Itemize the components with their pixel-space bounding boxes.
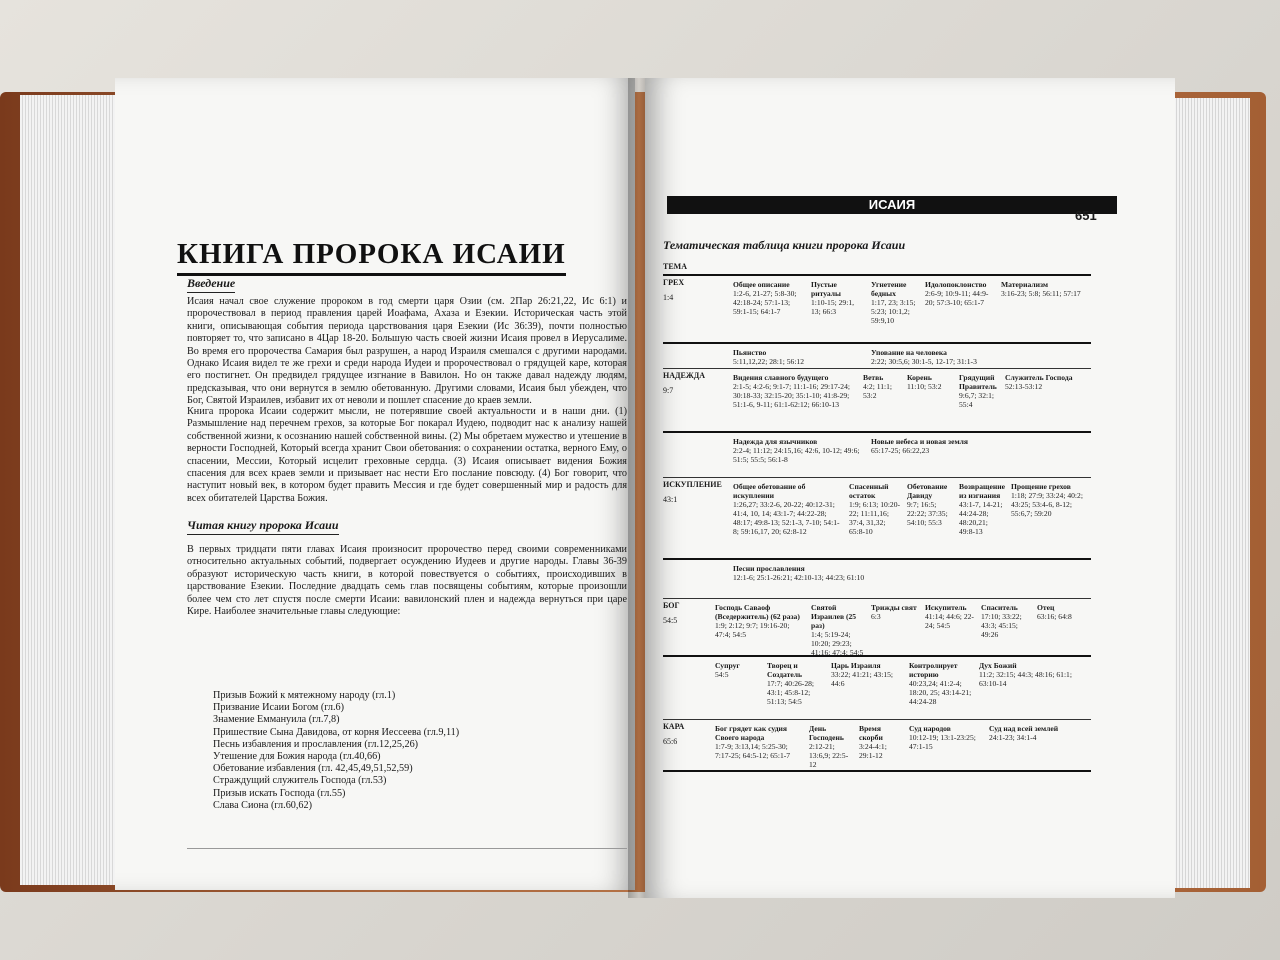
table-cell bbox=[981, 603, 1031, 639]
cell-refs: 24:1-23; 34:1-4 bbox=[989, 733, 1037, 742]
cell-refs: 1:7-9; 3:13,14; 5:25-30; 7:17-25; 64:5-12; 65:1-7 bbox=[715, 742, 791, 760]
list-item: Слава Сиона (гл.60,62) bbox=[213, 799, 313, 811]
table-cell bbox=[909, 661, 973, 706]
book-title: КНИГА ПРОРОКА ИСАИИ bbox=[177, 238, 566, 276]
cell-label: Контролирует историю bbox=[909, 661, 958, 679]
table-row bbox=[663, 369, 1091, 433]
theme-ref: 65:6 bbox=[663, 737, 678, 746]
theme-name: ГРЕХ bbox=[663, 278, 685, 287]
theme-name: ИСКУПЛЕНИЕ bbox=[663, 480, 722, 489]
table-row bbox=[663, 433, 1091, 478]
list-item: Призыв Божий к мятежному народу (гл.1) bbox=[213, 690, 396, 701]
table-cell bbox=[733, 348, 865, 366]
cell-label: Спасенный остаток bbox=[849, 482, 889, 500]
cell-refs: 65:17-25; 66:22,23 bbox=[871, 446, 930, 455]
list-item: Песнь избавления и прославления (гл.12,25,26) bbox=[213, 738, 419, 750]
cell-refs: 2:22; 30:5,6; 30:1-5, 12-17; 31:1-3 bbox=[871, 357, 977, 366]
table-cell bbox=[959, 482, 1005, 536]
table-cell bbox=[871, 280, 919, 325]
cell-label: Суд над всей землей bbox=[989, 724, 1059, 733]
cell-label: Прощение грехов bbox=[1011, 482, 1071, 491]
table-cell bbox=[733, 564, 1085, 582]
cell-refs: 40:23,24; 41:2-4; 18:20, 25; 43:14-21; 44:24-28 bbox=[909, 679, 972, 706]
cell-label: Пьянство bbox=[733, 348, 767, 357]
cell-refs: 11:10; 53:2 bbox=[907, 382, 942, 391]
reading-text: В первых тридцати пяти главах Исаия произносит пророчество перед своими современниками относительно актуальных событий, подвергает осуждению Иудеев и другие народы. Главы 36-39 образуют историческую часть книги, в которой повествуется о событиях, происходивших в царствование Езекии. Последние двадцать семь глав посвящены событиям, которые произошли более чем сто лет спустя после смерти Исаии: вавилонский плен и надежда вернуться при царе Кире. Наиболее значительные главы следующие: bbox=[187, 544, 627, 618]
page-number: 651 bbox=[1075, 208, 1097, 223]
table-cell bbox=[1005, 373, 1085, 391]
cell-refs: 41:14; 44:6; 22-24; 54:5 bbox=[925, 612, 974, 630]
table-row bbox=[663, 478, 1091, 560]
cell-label: Трижды свят bbox=[871, 603, 917, 612]
list-item: Страждущий служитель Господа (гл.53) bbox=[213, 775, 387, 787]
right-page bbox=[645, 78, 1175, 898]
theme-ref: 9:7 bbox=[663, 386, 674, 395]
intro-text: Исаия начал свое служение пророком в год смерти царя Озии (см. 2Пар 26:21,22, Ис 6:1) и пророчествовал в период правления царей Иоафама, Ахаза и Езекии. Историческая часть этой книги, описывающая события периода царствования царя Езекии (Ис 36:39), почти полностью повторяет то, что записано в 4Цар 18-20. Большую часть своей жизни Исаия провел в Иерусалиме. Во время его пророчества Самария был разрушен, а народ Израиля смешался с другими народами. Однако Исаия видел те же грехи и среди народа Иудеи и пророчествовал о грядущей каре, которая его постигнет. Он предвидел грядущее изгнание в Вавилон. Но он также давал надежду людям, предсказывая, что они вернутся в землю обетованную. Другими словами, Исаия был убежден, что Бог, Святой Израилев, избавит их от неволи и пошлет спасение до краев земли. bbox=[187, 296, 627, 407]
table-row bbox=[663, 560, 1091, 599]
cell-refs: 3:24-4:1; 29:1-12 bbox=[859, 742, 887, 760]
list-item: Пришествие Сына Давидова, от корня Иессеева (гл.9,11) bbox=[213, 726, 460, 738]
cell-label: Суд народов bbox=[909, 724, 951, 733]
table-cell bbox=[849, 482, 901, 536]
theme-ref: 1:4 bbox=[663, 293, 674, 302]
theme-ref: 54:5 bbox=[663, 616, 678, 625]
cell-refs: 4:2; 11:1; 53:2 bbox=[863, 382, 893, 400]
table-cell bbox=[959, 373, 999, 409]
cell-label: Видения славного будущего bbox=[733, 373, 829, 382]
table-cell bbox=[733, 437, 865, 464]
cell-refs: 9:7; 16:5; 22:22; 37:35; 54:10; 55:3 bbox=[907, 500, 948, 527]
table-cell bbox=[1037, 603, 1085, 621]
cell-refs: 5:11,12,22; 28:1; 56:12 bbox=[733, 357, 805, 366]
table-cell bbox=[907, 373, 953, 391]
cell-label: Корень bbox=[907, 373, 932, 382]
table-cell bbox=[811, 280, 865, 316]
cell-refs: 1:17, 23; 3:15; 5:23; 10:1,2; 59:9,10 bbox=[871, 298, 916, 325]
list-item: Призыв искать Господа (гл.55) bbox=[213, 787, 346, 799]
table-cell bbox=[715, 661, 761, 679]
table-cell bbox=[733, 373, 857, 409]
list-item: Обетование избавления (гл. 42,45,49,51,52,59) bbox=[213, 763, 413, 775]
cell-label: Отец bbox=[1037, 603, 1055, 612]
table-cell bbox=[863, 373, 901, 400]
table-cell bbox=[767, 661, 825, 706]
cell-refs: 33:22; 41:21; 43:15; 44:6 bbox=[831, 670, 894, 688]
cell-label: Пустые ритуалы bbox=[811, 280, 841, 298]
cell-label: Новые небеса и новая земля bbox=[871, 437, 969, 446]
theme-name: БОГ bbox=[663, 601, 680, 610]
theme-label bbox=[663, 601, 680, 625]
theme-label bbox=[663, 722, 684, 746]
table-cell bbox=[811, 603, 865, 657]
cell-refs: 1:10-15; 29:1, 13; 66:3 bbox=[811, 298, 855, 316]
cell-refs: 1:4; 5:19-24; 10:20; 29:23; 41:16; 47:4; 54:5 bbox=[811, 630, 864, 657]
table-row bbox=[663, 720, 1091, 772]
cell-label: Творец и Создатель bbox=[767, 661, 803, 679]
theme-ref: 43:1 bbox=[663, 495, 678, 504]
cell-refs: 11:2; 32:15; 44:3; 48:16; 61:1; 63:10-14 bbox=[979, 670, 1072, 688]
cell-label: Грядущий Правитель bbox=[959, 373, 997, 391]
cell-refs: 1:9; 6:13; 10:20-22; 11:11,16; 37:4, 31,32; 65:8-10 bbox=[849, 500, 901, 536]
cell-label: Святой Израилев (25 раз) bbox=[811, 603, 857, 630]
cell-label: Искупитель bbox=[925, 603, 967, 612]
theme-name: КАРА bbox=[663, 722, 685, 731]
cell-label: Дух Божий bbox=[979, 661, 1017, 670]
table-cell bbox=[831, 661, 903, 688]
cell-refs: 2:6-9; 10:9-11; 44:9-20; 57:3-10; 65:1-7 bbox=[925, 289, 989, 307]
cell-refs: 1:2-6, 21-27; 5:8-30; 42:18-24; 57:1-13; 59:1-15; 64:1-7 bbox=[733, 289, 797, 316]
theme-table bbox=[663, 260, 1091, 772]
footnote-rule bbox=[187, 848, 627, 849]
cell-refs: 1:26,27; 33:2-6, 20-22; 40:12-31; 41:4, 10, 14; 43:1-7; 44:22-28; 48:17; 49:8-13; 52:1-3, 7-10; 54:1-8; 59:16,17, 20; 62:8-12 bbox=[733, 500, 840, 536]
table-cell bbox=[715, 724, 803, 760]
table-header: ТЕМА bbox=[663, 262, 687, 271]
table-cell bbox=[871, 603, 919, 621]
cell-refs: 9:6,7; 32:1; 55:4 bbox=[959, 391, 995, 409]
cell-refs: 2:12-21; 13:6,9; 22:5-12 bbox=[809, 742, 849, 769]
cell-label: Время скорби bbox=[859, 724, 883, 742]
list-item: Утешение для Божия народа (гл.40,66) bbox=[213, 751, 381, 763]
cell-label: Общее описание bbox=[733, 280, 790, 289]
table-title: Тематическая таблица книги пророка Исаии bbox=[663, 238, 906, 252]
cell-refs: 6:3 bbox=[871, 612, 881, 621]
cell-refs: 2:2-4; 11:12; 24:15,16; 42:6, 10-12; 49:6; 51:5; 55:5; 56:1-8 bbox=[733, 446, 860, 464]
cell-refs: 1:18; 27:9; 33:24; 40:2; 43:25; 53:4-6, 8-12; 55:6,7; 59:20 bbox=[1011, 491, 1083, 518]
cell-label: Общее обетование об искуплении bbox=[733, 482, 806, 500]
cell-label: Угнетение бедных bbox=[871, 280, 907, 298]
cell-refs: 17:7; 40:26-28; 43:1; 45:8-12; 51:13; 54:5 bbox=[767, 679, 815, 706]
reading-heading: Читая книгу пророка Исаии bbox=[187, 518, 339, 535]
cell-refs: 63:16; 64:8 bbox=[1037, 612, 1072, 621]
table-cell bbox=[871, 348, 1085, 366]
list-item: Призвание Исаии Богом (гл.6) bbox=[213, 702, 345, 714]
table-cell bbox=[715, 603, 805, 639]
table-cell bbox=[733, 482, 843, 536]
table-cell bbox=[907, 482, 953, 527]
table-cell bbox=[989, 724, 1085, 742]
table-cell bbox=[733, 280, 805, 316]
cell-refs: 52:13-53:12 bbox=[1005, 382, 1043, 391]
cell-refs: 12:1-6; 25:1-26:21; 42:10-13; 44:23; 61:10 bbox=[733, 573, 865, 582]
cell-label: Супруг bbox=[715, 661, 740, 670]
cell-refs: 1:9; 2:12; 9:7; 19:16-20; 47:4; 54:5 bbox=[715, 621, 790, 639]
left-page bbox=[115, 78, 635, 890]
table-cell bbox=[1001, 280, 1085, 298]
cell-label: Спаситель bbox=[981, 603, 1018, 612]
table-row bbox=[663, 344, 1091, 369]
table-cell bbox=[1011, 482, 1085, 518]
cell-label: Надежда для язычников bbox=[733, 437, 818, 446]
chapter-list bbox=[213, 690, 459, 812]
table-cell bbox=[859, 724, 903, 760]
cell-label: Господь Саваоф (Вседержитель) (62 раза) bbox=[715, 603, 800, 621]
cell-refs: 3:16-23; 5:8; 56:11; 57:17 bbox=[1001, 289, 1081, 298]
cell-label: Служитель Господа bbox=[1005, 373, 1073, 382]
table-row bbox=[663, 657, 1091, 720]
theme-label bbox=[663, 480, 722, 504]
cell-refs: 10:12-19; 13:1-23:25; 47:1-15 bbox=[909, 733, 976, 751]
table-header-row bbox=[663, 260, 1091, 276]
theme-label bbox=[663, 278, 684, 302]
table-row bbox=[663, 599, 1091, 657]
theme-label bbox=[663, 371, 705, 395]
cell-refs: 17:10; 33:22; 43:3; 45:15; 49:26 bbox=[981, 612, 1022, 639]
cell-label: Царь Израиля bbox=[831, 661, 881, 670]
cell-label: Идолопоклонство bbox=[925, 280, 987, 289]
cell-refs: 2:1-5; 4:2-6; 9:1-7; 11:1-16; 29:17-24; 30:18-33; 32:15-20; 35:1-10; 41:8-29; 51:1-6, 9-11; 61:1-62:12; 66:10-13 bbox=[733, 382, 850, 409]
page-edges-left bbox=[20, 95, 120, 885]
cell-label: Возвращение из изгнания bbox=[959, 482, 1005, 500]
page-edges-right bbox=[1168, 98, 1250, 888]
table-cell bbox=[925, 603, 975, 630]
table-cell bbox=[871, 437, 1085, 455]
cell-label: Бог грядет как судия Своего народа bbox=[715, 724, 788, 742]
cell-label: Материализм bbox=[1001, 280, 1049, 289]
table-cell bbox=[979, 661, 1085, 688]
intro-heading: Введение bbox=[187, 276, 235, 293]
running-head: ИСАИЯ bbox=[667, 196, 1117, 214]
table-cell bbox=[809, 724, 853, 769]
table-cell bbox=[909, 724, 983, 751]
cell-label: Упование на человека bbox=[871, 348, 947, 357]
table-row bbox=[663, 276, 1091, 344]
cell-label: Обетование Давиду bbox=[907, 482, 948, 500]
cell-label: Песни прославления bbox=[733, 564, 805, 573]
cell-refs: 54:5 bbox=[715, 670, 729, 679]
cell-label: День Господень bbox=[809, 724, 844, 742]
cell-refs: 43:1-7, 14-21; 44:24-28; 48:20,21; 49:8-13 bbox=[959, 500, 1003, 536]
list-item: Знамение Еммануила (гл.7,8) bbox=[213, 714, 340, 726]
cell-label: Ветвь bbox=[863, 373, 884, 382]
theme-name: НАДЕЖДА bbox=[663, 371, 706, 380]
intro-text-2: Книга пророка Исаии содержит мысли, не потерявшие своей актуальности и в наши дни. (1) Размышление над перечнем грехов, за которые Бог покарал Иудею, подводит нас к анализу нашей собственной жизни, к осознанию нашей собственной вины. (2) Мы обретаем мужество и утешение в верности Господней, Который всегда хранит Свои обетования: о сохранении остатка, верного Ему, о спасении, Мессии, Который исцелит греховные сердца. (3) Исаия описывает видения Божия спасения для всех краев земли и призывает нас нести Его послание повсюду. (4) Бог говорит, что наступит новый век, в котором будет править Мессия и где будет совершенный мир и радость для всех обитателей Царства Божия. bbox=[187, 406, 627, 504]
table-cell bbox=[925, 280, 995, 307]
